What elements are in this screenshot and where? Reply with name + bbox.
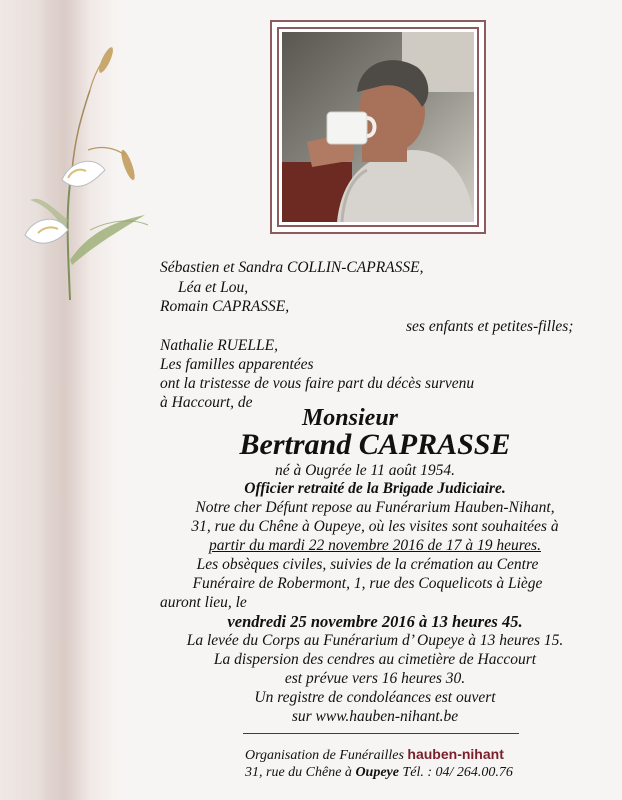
profession: Officier retraité de la Brigade Judiciaire.: [244, 480, 506, 497]
footer-org-prefix: Organisation de Funérailles: [245, 748, 404, 763]
details-line-5: Funéraire de Robermont, 1, rue des Coquelicots à Liège: [192, 575, 543, 592]
details-line-4: Les obsèques civiles, suivies de la crémation au Centre: [196, 556, 539, 573]
condolences-line: Un registre de condoléances est ouvert: [254, 689, 496, 706]
details-line-8: La levée du Corps au Funérarium d’ Oupeye à 13 heures 15.: [186, 632, 564, 649]
details-line-2: 31, rue du Chêne à Oupeye, où les visites sont souhaitées à: [191, 518, 559, 535]
details-line-1: Notre cher Défunt repose au Funérarium Hauben-Nihant,: [195, 499, 555, 516]
footer-address-part1: 31, rue du Chêne à: [245, 765, 352, 780]
family-line-6: Les familles apparentées: [160, 356, 314, 373]
footer-address: [245, 764, 513, 782]
family-line-8: à Haccourt, de: [160, 394, 253, 411]
footer-divider: [243, 733, 519, 734]
deceased-name: Bertrand CAPRASSE: [239, 428, 511, 461]
family-line-1: Sébastien et Sandra COLLIN-CAPRASSE,: [160, 259, 424, 276]
portrait-photo: [282, 32, 474, 222]
family-line-2: Léa et Lou,: [178, 279, 249, 296]
funeral-home-logo: hauben-nihant: [407, 746, 504, 762]
details-line-10: est prévue vers 16 heures 30.: [284, 670, 466, 687]
birth-info: né à Ougrée le 11 août 1954.: [274, 462, 456, 479]
family-line-3: Romain CAPRASSE,: [160, 298, 290, 315]
ceremony-date: vendredi 25 novembre 2016 à 13 heures 45.: [227, 612, 523, 631]
footer-address-city: Oupeye: [355, 765, 399, 780]
portrait-frame: [270, 20, 486, 234]
details-line-9: La dispersion des cendres au cimetière de Haccourt: [213, 651, 537, 668]
family-line-7: ont la tristesse de vous faire part du décès survenu: [160, 375, 475, 392]
condolences-website: sur www.hauben-nihant.be: [291, 708, 459, 725]
details-line-6: auront lieu, le: [160, 594, 247, 611]
family-relation-line: ses enfants et petites-filles;: [406, 318, 574, 335]
honorific-title: Monsieur: [301, 405, 399, 431]
family-line-5: Nathalie RUELLE,: [160, 337, 278, 354]
footer-organisation: [245, 745, 504, 765]
footer-address-phone: Tél. : 04/ 264.00.76: [402, 765, 513, 780]
visiting-hours: partir du mardi 22 novembre 2016 de 17 à 19 heures.: [209, 537, 541, 554]
calla-lily-wheat-illustration: [10, 30, 150, 300]
